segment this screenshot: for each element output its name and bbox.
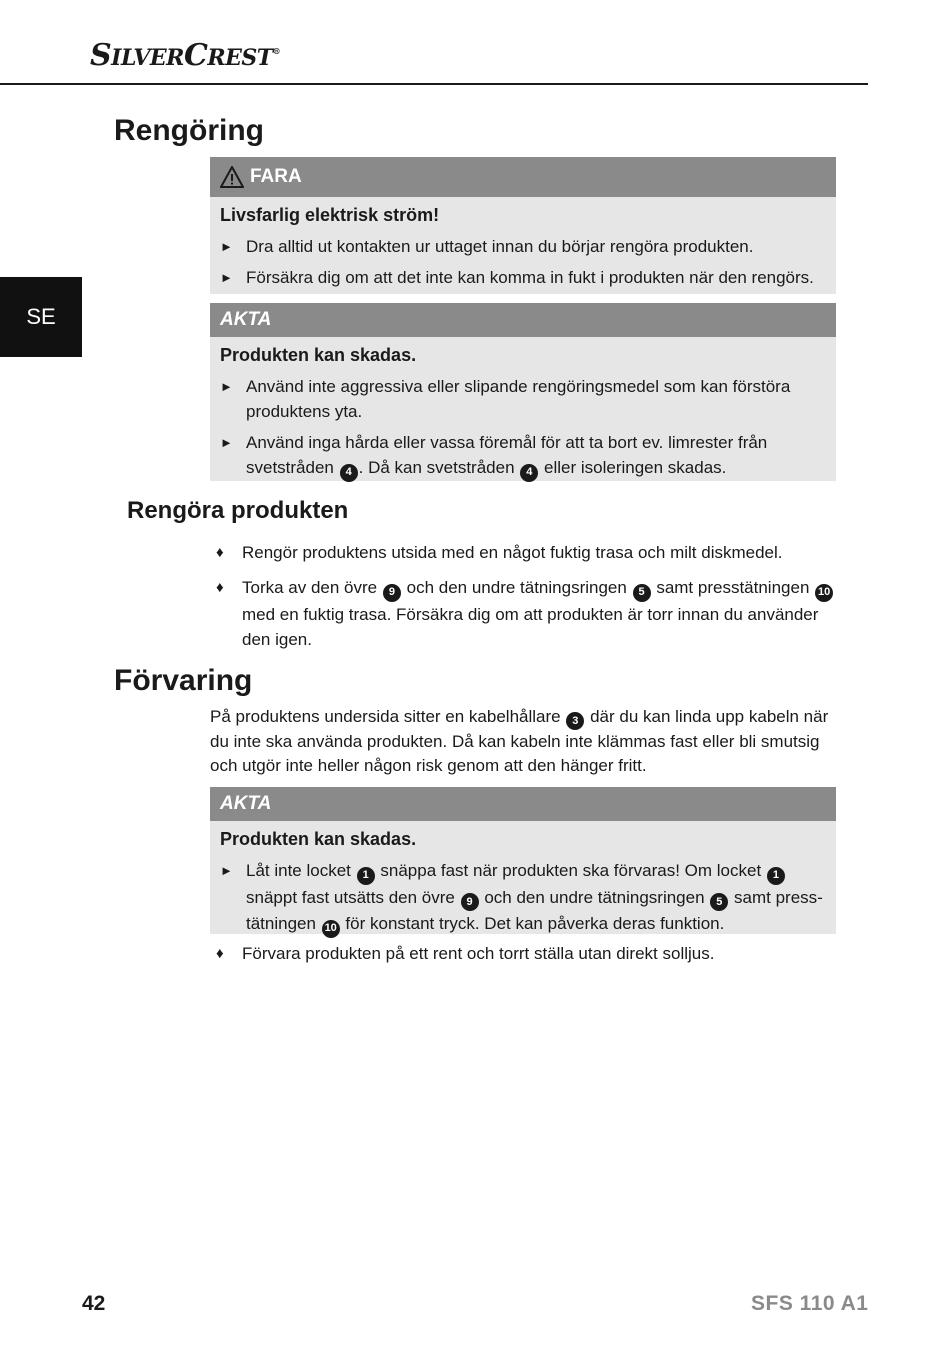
section-title-rengora-produkten: Rengöra produkten <box>127 497 349 524</box>
arrow-bullet-icon: ► <box>220 270 233 285</box>
page-number: 42 <box>82 1292 106 1315</box>
arrow-bullet-icon: ► <box>220 239 233 254</box>
caution-box-header <box>210 787 836 821</box>
brand-logo: SILVERCREST® <box>90 38 281 73</box>
part-number-4-icon: 4 <box>520 464 538 482</box>
danger-subtitle: Livsfarlig elektrisk ström! <box>220 205 440 225</box>
storage-paragraph: På produktens undersida sitter en kabelhållare 3 där du kan linda upp kabeln när du inte ska använda produkten. Då kan kabeln inte klämmas fast eller bli smutsig och utgör inte heller någon risk genom att den hänger fritt. <box>210 707 829 775</box>
danger-box-header <box>210 157 836 197</box>
caution-subtitle: Produkten kan skadas. <box>220 345 417 365</box>
list-item: ► Försäkra dig om att det inte kan komma in fukt i produkten när den rengörs. <box>220 265 826 290</box>
list-item: ♦ Torka av den övre 9 och den undre tätningsringen 5 samt presstätningen 10 med en fuktig trasa. Försäkra dig om att produkten är torr innan du använder den igen. <box>216 575 842 652</box>
part-number-10-icon: 10 <box>815 584 833 602</box>
caution-box-header <box>210 303 836 337</box>
caution-subtitle: Produkten kan skadas. <box>220 829 417 849</box>
diamond-bullet-icon: ♦ <box>216 945 224 962</box>
diamond-bullet-icon: ♦ <box>216 579 224 596</box>
arrow-bullet-icon: ► <box>220 435 233 450</box>
header-rule <box>0 83 868 85</box>
list-item: ♦ Rengör produktens utsida med en något fuktig trasa och milt diskmedel. <box>216 540 842 565</box>
warning-triangle-icon <box>220 166 244 188</box>
part-number-5-icon: 5 <box>710 893 728 911</box>
danger-box <box>210 157 836 294</box>
part-number-1-icon: 1 <box>767 867 785 885</box>
list-item: ♦ Förvara produkten på ett rent och torrt ställa utan direkt solljus. <box>216 941 842 966</box>
section-title-forvaring: Förvaring <box>114 664 253 697</box>
storage-steps-list <box>216 941 842 976</box>
storage-caution-box <box>210 787 836 934</box>
arrow-bullet-icon: ► <box>220 863 233 878</box>
list-item: ► Använd inte aggressiva eller slipande rengöringsmedel som kan förstöra produktens yta. <box>220 374 826 424</box>
danger-label: FARA <box>250 166 302 187</box>
part-number-10-icon: 10 <box>322 920 340 938</box>
part-number-5-icon: 5 <box>633 584 651 602</box>
part-number-3-icon: 3 <box>566 712 584 730</box>
part-number-1-icon: 1 <box>357 867 375 885</box>
list-item: ► Låt inte locket 1 snäppa fast när produkten ska förvaras! Om locket 1 snäppt fast utsätts den övre 9 och den undre tätningsringen 5 samt press-tätningen 10 för konstant tryck. Det kan påverka deras funktion. <box>220 858 826 938</box>
part-number-4-icon: 4 <box>340 464 358 482</box>
part-number-9-icon: 9 <box>383 584 401 602</box>
list-item: ► Använd inga hårda eller vassa föremål för att ta bort ev. limrester från svetstråden 4 . Då kan svetstråden 4 eller isoleringen skadas. <box>220 430 826 482</box>
caution-label: AKTA <box>220 793 272 814</box>
part-number-9-icon: 9 <box>461 893 479 911</box>
diamond-bullet-icon: ♦ <box>216 544 224 561</box>
caution-box <box>210 303 836 481</box>
cleaning-steps-list <box>216 540 842 662</box>
caution-label: AKTA <box>220 309 272 330</box>
section-title-rengoring: Rengöring <box>114 114 264 147</box>
model-number: SFS 110 A1 <box>751 1292 869 1315</box>
arrow-bullet-icon: ► <box>220 379 233 394</box>
language-tab: SE <box>0 277 82 357</box>
list-item: ► Dra alltid ut kontakten ur uttaget innan du börjar rengöra produkten. <box>220 234 826 259</box>
